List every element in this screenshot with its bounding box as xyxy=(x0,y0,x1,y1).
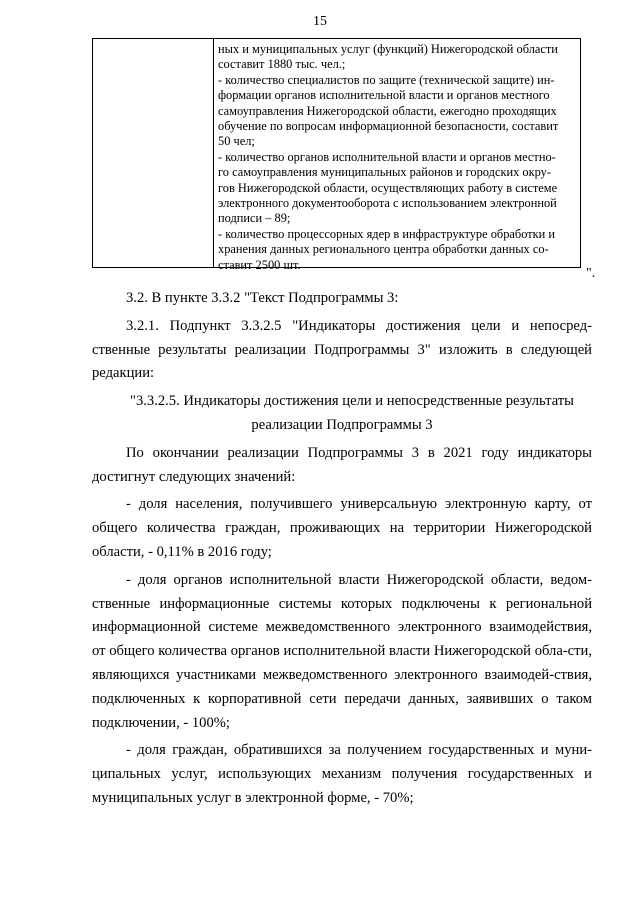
section-heading-line2: реализации Подпрограммы 3 xyxy=(251,416,433,433)
paragraph-subsection-3-2-1: 3.2.1. Подпункт 3.3.2.5 "Индикаторы достижения цели и непосред-ственные результаты реализации Подпрограммы 3" изложить в следующей редакции: xyxy=(92,317,592,382)
section-heading-line1: "3.3.2.5. Индикаторы достижения цели и непосредственные результаты xyxy=(130,393,574,410)
table-line: электронного документооборота с использованием электронной xyxy=(218,196,557,211)
table-line: подписи – 89; xyxy=(218,211,291,226)
table-left-cell xyxy=(93,39,214,267)
table-line: хранения данных регионального центра обработки данных со- xyxy=(218,242,549,257)
paragraph-indicator-2: - доля органов исполнительной власти Нижегородской области, ведом-ственные информационные системы которых подключены к региональной информационной системе межведомственного электронного взаимодействия, от общего количества органов исполнительной власти Нижегородской обла-сти, являющихся участниками межведомственного электронного взаимодей-ствия, подключенных к корпоративной сети передачи данных, заявивших о таком подключении, - 100%; xyxy=(92,571,592,731)
table-line: го самоуправления муниципальных районов и городских окру- xyxy=(218,165,551,180)
table-line: ставит 2500 шт. xyxy=(218,257,301,272)
table-line: - количество специалистов по защите (технической защите) ин- xyxy=(218,72,555,87)
table-line: обучение по вопросам информационной безопасности, составит xyxy=(218,119,559,134)
paragraph-section-3-2: 3.2. В пункте 3.3.2 "Текст Подпрограммы 3: xyxy=(126,290,399,306)
table-line: ных и муниципальных услуг (функций) Нижегородской области xyxy=(218,42,558,56)
table-line: самоуправления Нижегородской области, ежегодно проходящих xyxy=(218,103,557,118)
table-line: - количество органов исполнительной власти и органов местно- xyxy=(218,149,556,164)
page-number: 15 xyxy=(313,14,327,29)
paragraph-intro: По окончании реализации Подпрограммы 3 в 2021 году индикаторы достигнут следующих значений: xyxy=(92,444,592,485)
table-line: формации органов исполнительной власти и органов местного xyxy=(218,88,550,103)
body-text xyxy=(92,287,592,811)
table-line: составит 1880 тыс. чел.; xyxy=(218,57,346,72)
table-line: гов Нижегородской области, осуществляющих работу в системе xyxy=(218,180,558,195)
table-line: - количество процессорных ядер в инфраструктуре обработки и xyxy=(218,226,556,241)
table-line: 50 чел; xyxy=(218,134,255,149)
table-right-cell xyxy=(214,39,580,272)
closing-quote: ". xyxy=(586,266,596,281)
paragraph-indicator-3: - доля граждан, обратившихся за получением государственных и муни-ципальных услуг, использующих механизм получения государственных и муниципальных услуг в электронной форме, - 70%; xyxy=(92,742,592,806)
paragraph-indicator-1: - доля населения, получившего универсальную электронную карту, от общего количества граждан, проживающих на территории Нижегородской области, - 0,11% в 2016 году; xyxy=(92,496,592,560)
indicator-table xyxy=(92,38,581,272)
